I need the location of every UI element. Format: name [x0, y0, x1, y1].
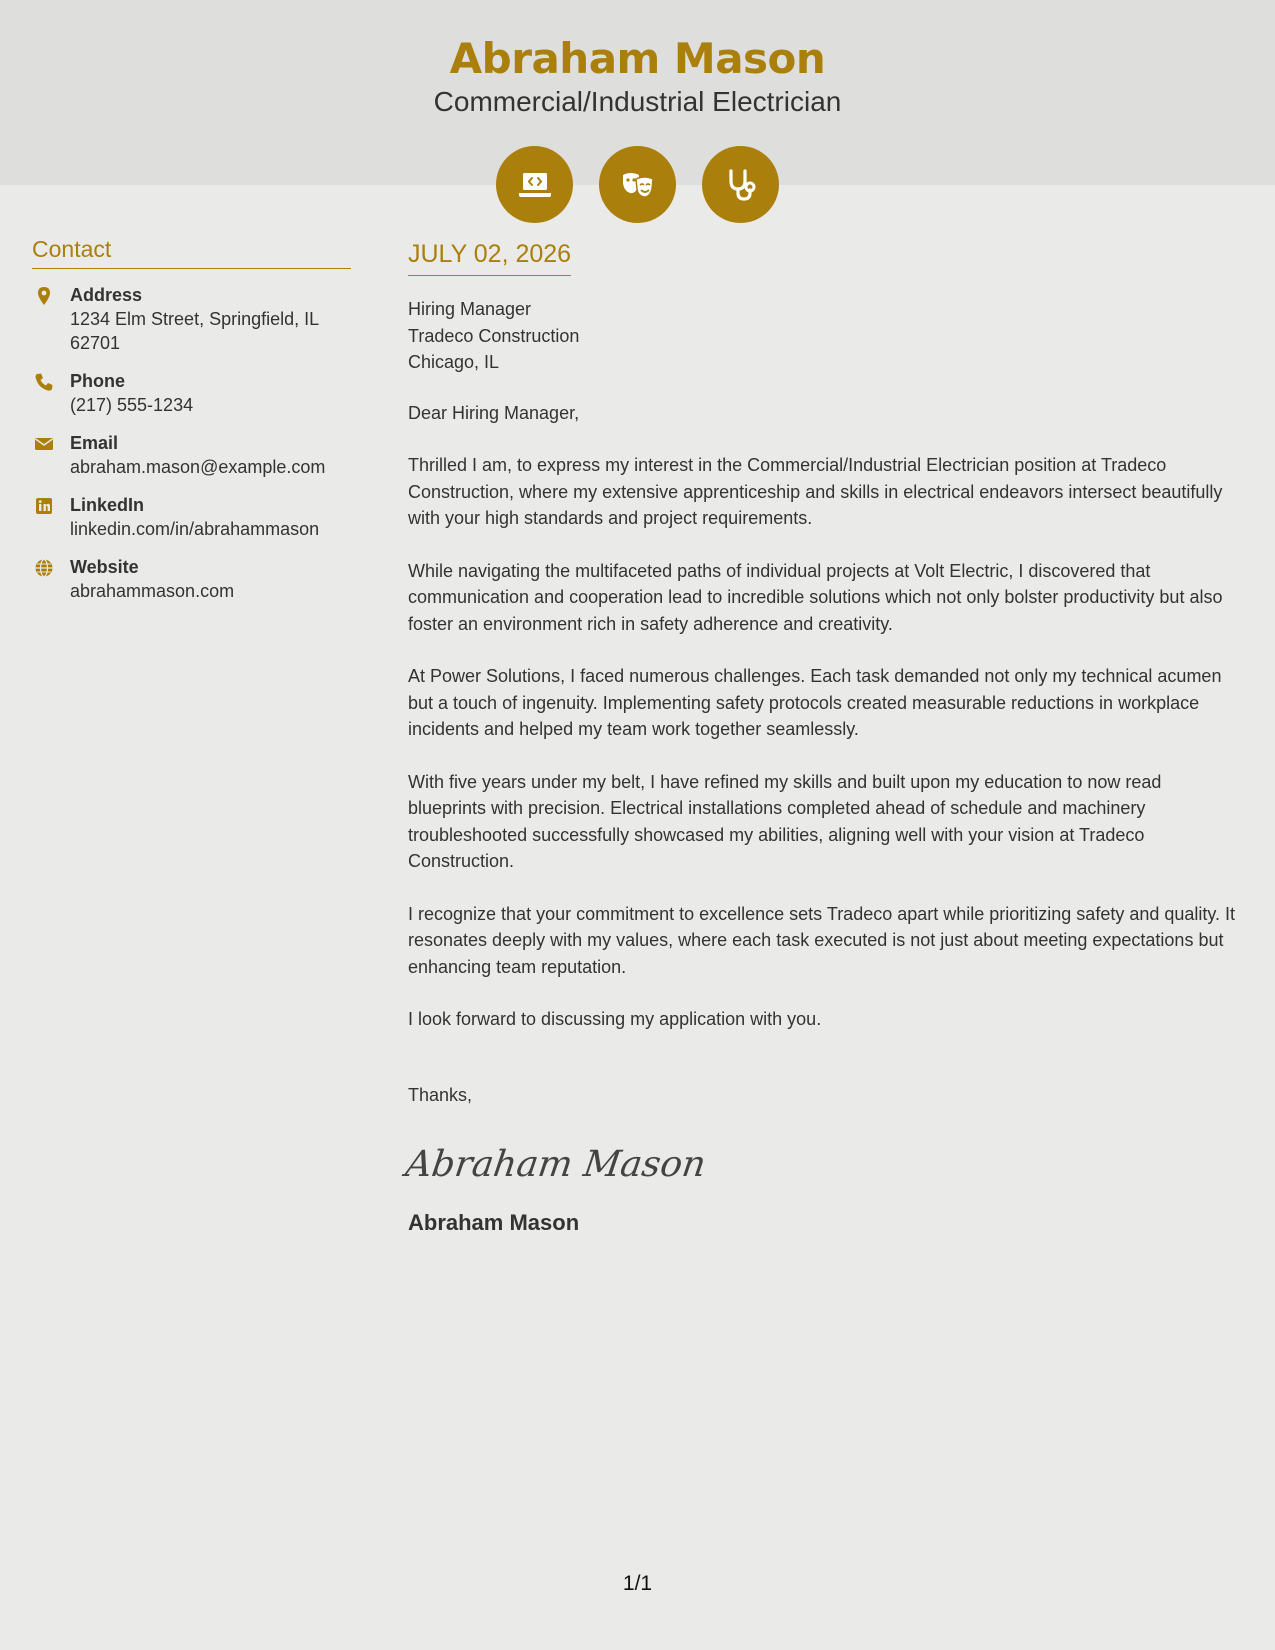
job-title: Commercial/Industrial Electrician — [433, 86, 842, 117]
letter-body — [403, 240, 1238, 1236]
stethoscope-icon — [702, 146, 779, 223]
signature-image — [403, 1136, 709, 1188]
linkedin-label: LinkedIn — [70, 495, 145, 515]
contact-website — [32, 555, 351, 603]
linkedin-icon — [32, 493, 70, 541]
letter-paragraph: Thrilled I am, to express my interest in the Commercial/Industrial Electrician position at Tradeco Construction, where my extensive apprenticeship and skills in electrical endeavors intersect beautifully with your high standards and project requirements. — [408, 455, 1223, 528]
contact-email — [32, 431, 351, 479]
closing: Thanks, — [408, 1084, 473, 1105]
page-number: 1/1 — [622, 1572, 653, 1595]
recipient-line: Hiring Manager — [408, 299, 532, 319]
contact-sidebar — [32, 236, 351, 617]
contact-phone — [32, 369, 351, 417]
linkedin-value: linkedin.com/in/abrahammason — [70, 519, 320, 539]
laptop-code-icon — [496, 146, 573, 223]
letter-date: JULY 02, 2026 — [408, 240, 571, 276]
map-pin-icon — [32, 283, 70, 355]
website-value: abrahammason.com — [70, 581, 235, 601]
letter-paragraph: At Power Solutions, I faced numerous challenges. Each task demanded not only my technical acumen but a touch of ingenuity. Implementing safety protocols created measurable reductions in workplace incidents and helped my team work together seamlessly. — [408, 666, 1222, 739]
letter-paragraph: I recognize that your commitment to excellence sets Tradeco apart while prioritizing safety and quality. It resonates deeply with my values, where each task executed is not just about meeting expectations but enhancing team reputation. — [408, 903, 1236, 977]
envelope-icon — [32, 431, 70, 479]
contact-address — [32, 283, 351, 355]
signed-name: Abraham Mason — [408, 1209, 580, 1235]
theater-masks-icon — [599, 146, 676, 223]
recipient-line: Chicago, IL — [408, 352, 500, 372]
letter-paragraph: I look forward to discussing my application with you. — [408, 1009, 822, 1029]
email-label: Email — [70, 433, 119, 453]
website-label: Website — [70, 557, 139, 577]
address-label: Address — [70, 285, 143, 305]
globe-icon — [32, 555, 70, 603]
recipient-block — [408, 296, 1238, 376]
phone-value: (217) 555-1234 — [70, 395, 194, 415]
letter-paragraph: With five years under my belt, I have refined my skills and built upon my education to now read blueprints with precision. Electrical installations completed ahead of schedule and machinery troubleshooted successfully showcased my abilities, aligning well with your vision at Tradeco Construction. — [408, 771, 1162, 871]
letter-paragraph: While navigating the multifaceted paths of individual projects at Volt Electric, I discovered that communication and cooperation lead to incredible solutions which not only bolster productivity but also foster an environment rich in safety adherence and creativity. — [408, 560, 1223, 634]
candidate-name: Abraham Mason — [449, 34, 826, 83]
contact-heading: Contact — [32, 236, 351, 269]
salutation: Dear Hiring Manager, — [408, 402, 580, 423]
recipient-line: Tradeco Construction — [408, 325, 580, 346]
icon-badges — [496, 146, 779, 223]
phone-icon — [32, 369, 70, 417]
signature-text: Abraham Mason — [403, 1141, 709, 1185]
address-value: 1234 Elm Street, Springfield, IL 62701 — [70, 309, 319, 353]
contact-linkedin — [32, 493, 351, 541]
email-value: abraham.mason@example.com — [70, 457, 326, 477]
phone-label: Phone — [70, 371, 126, 391]
